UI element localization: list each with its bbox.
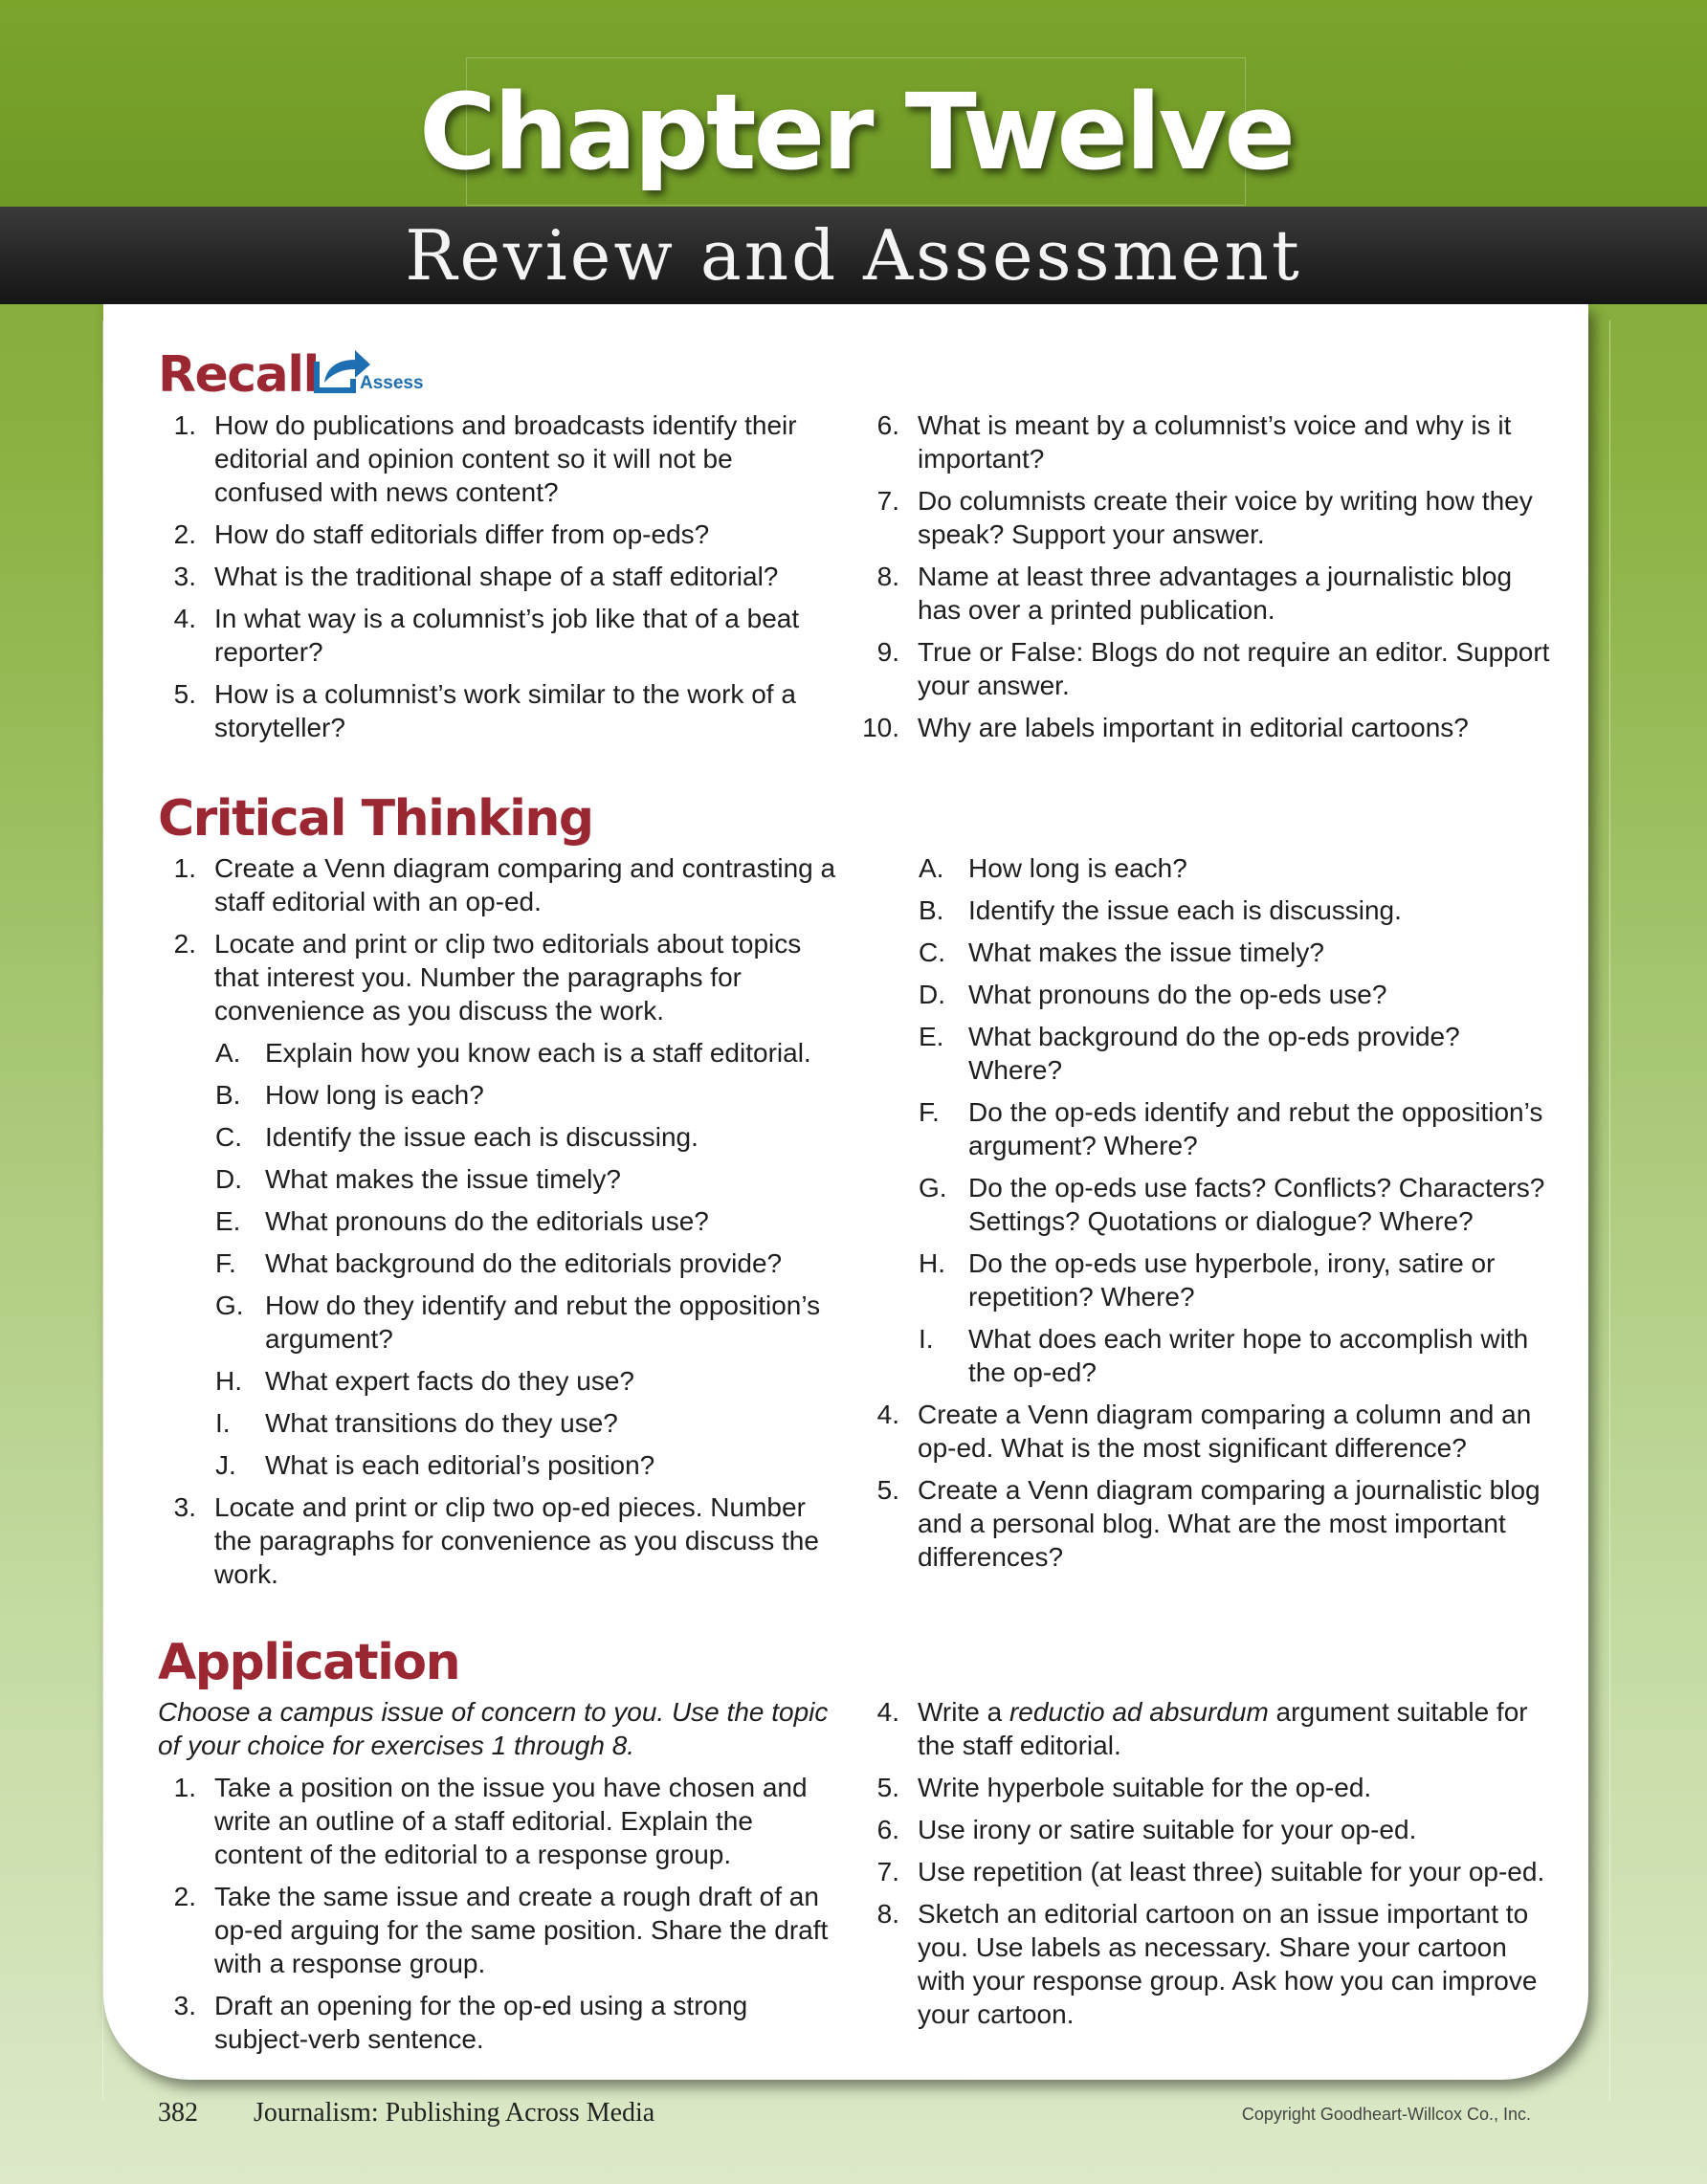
question-number: 2. bbox=[173, 1882, 196, 1911]
question-text: Draft an opening for the op-ed using a strong subject-verb sentence. bbox=[214, 1991, 748, 2054]
question-text: Write a bbox=[918, 1697, 1009, 1727]
assess-label[interactable]: Assess bbox=[360, 373, 424, 393]
sub-question bbox=[158, 1036, 847, 1070]
recall-left-column bbox=[158, 408, 847, 753]
question-number: B. bbox=[215, 1080, 241, 1110]
question-number: D. bbox=[215, 1164, 242, 1194]
copyright: Copyright Goodheart-Willcox Co., Inc. bbox=[1241, 2105, 1531, 2124]
question-number: H. bbox=[215, 1366, 242, 1396]
question-item bbox=[158, 602, 847, 669]
sub-question bbox=[861, 1322, 1550, 1389]
question-item bbox=[158, 1490, 847, 1591]
question-number: 4. bbox=[876, 1697, 899, 1727]
question-number: A. bbox=[919, 853, 944, 883]
question-text: Identify the issue each is discussing. bbox=[265, 1122, 698, 1152]
sub-question bbox=[861, 1171, 1550, 1238]
sub-question bbox=[861, 1246, 1550, 1313]
question-number: 9. bbox=[876, 637, 899, 667]
question-item bbox=[861, 711, 1550, 744]
critical-left-column bbox=[158, 851, 847, 1599]
question-text: Do the op-eds use facts? Conflicts? Characters? Settings? Quotations or dialogue? Where? bbox=[968, 1173, 1545, 1236]
question-number: E. bbox=[919, 1022, 944, 1051]
question-item bbox=[861, 560, 1550, 627]
question-item bbox=[861, 635, 1550, 702]
question-item bbox=[861, 408, 1550, 475]
question-text: What makes the issue timely? bbox=[265, 1164, 621, 1194]
question-item bbox=[861, 1897, 1550, 2031]
question-number: G. bbox=[215, 1291, 244, 1320]
question-text: What is each editorial’s position? bbox=[265, 1450, 655, 1480]
application-intro: Choose a campus issue of concern to you. Use the topic of your choice for exercises 1 through 8. bbox=[158, 1697, 829, 1760]
question-number: F. bbox=[215, 1248, 236, 1278]
question-number: 6. bbox=[876, 1815, 899, 1844]
question-text: Create a Venn diagram comparing a column and an op-ed. What is the most significant difference? bbox=[918, 1400, 1532, 1463]
question-text: Create a Venn diagram comparing and contrasting a staff editorial with an op-ed. bbox=[214, 853, 836, 916]
question-text: Name at least three advantages a journalistic blog has over a printed publication. bbox=[918, 562, 1513, 625]
recall-heading: Recall bbox=[158, 346, 319, 404]
question-text: How do staff editorials differ from op-eds? bbox=[214, 519, 710, 549]
question-number: 2. bbox=[173, 519, 196, 549]
question-emphasis: reductio ad absurdum bbox=[1009, 1697, 1269, 1727]
question-text: Take the same issue and create a rough draft of an op-ed arguing for the same position. Share the draft with a response group. bbox=[214, 1882, 829, 1978]
question-number: 7. bbox=[876, 486, 899, 516]
question-item bbox=[861, 1813, 1550, 1846]
question-item bbox=[861, 484, 1550, 551]
question-text: Identify the issue each is discussing. bbox=[968, 895, 1402, 925]
question-text: What is meant by a columnist’s voice and why is it important? bbox=[918, 410, 1512, 474]
question-number: E. bbox=[215, 1206, 241, 1236]
question-text: Explain how you know each is a staff editorial. bbox=[265, 1038, 811, 1068]
question-number: 2. bbox=[173, 929, 196, 959]
sub-question bbox=[158, 1448, 847, 1482]
sub-question bbox=[158, 1078, 847, 1112]
right-margin-panel bbox=[1609, 320, 1707, 2100]
question-number: 1. bbox=[173, 1773, 196, 1802]
question-text: Take a position on the issue you have chosen and write an outline of a staff editorial. Explain the content of the editorial to a response group. bbox=[214, 1773, 808, 1869]
question-item bbox=[158, 560, 847, 593]
question-number: I. bbox=[215, 1408, 231, 1438]
sub-question bbox=[861, 893, 1550, 927]
question-item bbox=[158, 1989, 847, 2056]
subtitle: Review and Assessment bbox=[405, 215, 1302, 296]
application-heading: Application bbox=[158, 1634, 460, 1691]
question-item bbox=[158, 518, 847, 551]
question-text: argument suitable for the staff editorial. bbox=[918, 1697, 1528, 1760]
question-item bbox=[861, 1695, 1550, 1762]
sub-question bbox=[158, 1289, 847, 1356]
question-text: In what way is a columnist’s job like that of a beat reporter? bbox=[214, 604, 800, 667]
question-number: 4. bbox=[173, 604, 196, 633]
question-number: 4. bbox=[876, 1400, 899, 1429]
question-text: Do the op-eds identify and rebut the opposition’s argument? Where? bbox=[968, 1097, 1543, 1160]
question-text: Create a Venn diagram comparing a journalistic blog and a personal blog. What are the most important differences? bbox=[918, 1475, 1541, 1572]
question-text: True or False: Blogs do not require an editor. Support your answer. bbox=[918, 637, 1550, 700]
question-number: C. bbox=[215, 1122, 242, 1152]
question-text: What transitions do they use? bbox=[265, 1408, 618, 1438]
question-number: 8. bbox=[876, 562, 899, 591]
question-text: What is the traditional shape of a staff editorial? bbox=[214, 562, 779, 591]
question-number: C. bbox=[919, 938, 945, 967]
sub-question bbox=[158, 1120, 847, 1154]
question-number: 10. bbox=[862, 713, 899, 742]
question-text: How long is each? bbox=[968, 853, 1187, 883]
book-title: Journalism: Publishing Across Media bbox=[254, 2098, 655, 2128]
question-text: Write hyperbole suitable for the op-ed. bbox=[918, 1773, 1372, 1802]
sub-question bbox=[158, 1364, 847, 1398]
question-number: B. bbox=[919, 895, 944, 925]
sub-question bbox=[158, 1406, 847, 1440]
question-text: What background do the editorials provide? bbox=[265, 1248, 783, 1278]
question-item bbox=[158, 927, 847, 1027]
question-number: 7. bbox=[876, 1857, 899, 1886]
subtitle-bar bbox=[0, 207, 1707, 304]
chapter-title-box bbox=[419, 57, 1293, 206]
question-number: A. bbox=[215, 1038, 241, 1068]
question-text: Why are labels important in editorial cartoons? bbox=[918, 713, 1469, 742]
left-margin-panel bbox=[0, 320, 103, 2100]
recall-right-column bbox=[861, 408, 1550, 753]
question-number: J. bbox=[215, 1450, 236, 1480]
question-item bbox=[158, 851, 847, 918]
question-number: 3. bbox=[173, 1991, 196, 2020]
question-number: 1. bbox=[173, 853, 196, 883]
question-text: Sketch an editorial cartoon on an issue important to you. Use labels as necessary. Share your cartoon with your response group. Ask how you can improve your cartoon. bbox=[918, 1899, 1538, 2029]
sub-question bbox=[158, 1162, 847, 1196]
question-number: 5. bbox=[876, 1773, 899, 1802]
question-text: What expert facts do they use? bbox=[265, 1366, 634, 1396]
question-text: What makes the issue timely? bbox=[968, 938, 1324, 967]
question-text: What pronouns do the op-eds use? bbox=[968, 980, 1387, 1009]
question-number: I. bbox=[919, 1324, 934, 1354]
question-number: 5. bbox=[876, 1475, 899, 1505]
question-item bbox=[861, 1398, 1550, 1465]
question-number: 8. bbox=[876, 1899, 899, 1929]
question-number: G. bbox=[919, 1173, 947, 1202]
question-text: Use repetition (at least three) suitable for your op-ed. bbox=[918, 1857, 1545, 1886]
question-item bbox=[861, 1473, 1550, 1574]
question-text: What pronouns do the editorials use? bbox=[265, 1206, 709, 1236]
question-number: H. bbox=[919, 1248, 945, 1278]
sub-question bbox=[861, 978, 1550, 1011]
question-number: 6. bbox=[876, 410, 899, 440]
page-number: 382 bbox=[158, 2098, 198, 2128]
question-text: How do they identify and rebut the opposition’s argument? bbox=[265, 1291, 821, 1354]
question-text: Locate and print or clip two editorials about topics that interest you. Number the paragraphs for convenience as you discuss the work. bbox=[214, 929, 802, 1026]
question-text: Use irony or satire suitable for your op-ed. bbox=[918, 1815, 1417, 1844]
question-text: How long is each? bbox=[265, 1080, 484, 1110]
question-item bbox=[158, 677, 847, 744]
question-number: 1. bbox=[173, 410, 196, 440]
question-number: 3. bbox=[173, 562, 196, 591]
sub-question bbox=[861, 1020, 1550, 1087]
question-number: F. bbox=[919, 1097, 940, 1127]
question-item bbox=[861, 1855, 1550, 1888]
sub-question bbox=[861, 851, 1550, 885]
question-text: Do the op-eds use hyperbole, irony, satire or repetition? Where? bbox=[968, 1248, 1496, 1312]
sub-question bbox=[861, 1095, 1550, 1162]
question-item bbox=[861, 1771, 1550, 1804]
sub-question bbox=[158, 1246, 847, 1280]
question-number: D. bbox=[919, 980, 945, 1009]
question-item bbox=[158, 1771, 847, 1871]
question-text: What does each writer hope to accomplish with the op-ed? bbox=[968, 1324, 1529, 1387]
application-left-column bbox=[158, 1695, 847, 2064]
question-item bbox=[158, 408, 847, 509]
question-text: Locate and print or clip two op-ed pieces. Number the paragraphs for convenience as you discuss the work. bbox=[214, 1492, 819, 1589]
sub-question bbox=[158, 1204, 847, 1238]
question-number: 3. bbox=[173, 1492, 196, 1522]
critical-thinking-heading: Critical Thinking bbox=[158, 790, 593, 848]
application-right-column bbox=[861, 1695, 1550, 2040]
critical-right-column bbox=[861, 851, 1550, 1582]
question-text: What background do the op-eds provide? Where? bbox=[968, 1022, 1460, 1085]
question-text: How is a columnist’s work similar to the work of a storyteller? bbox=[214, 679, 796, 742]
question-number: 5. bbox=[173, 679, 196, 709]
sub-question bbox=[861, 936, 1550, 969]
chapter-title: Chapter Twelve bbox=[419, 70, 1293, 193]
question-text: How do publications and broadcasts identify their editorial and opinion content so it will not be confused with news content? bbox=[214, 410, 797, 507]
question-text: Do columnists create their voice by writing how they speak? Support your answer. bbox=[918, 486, 1533, 549]
question-item bbox=[158, 1880, 847, 1980]
